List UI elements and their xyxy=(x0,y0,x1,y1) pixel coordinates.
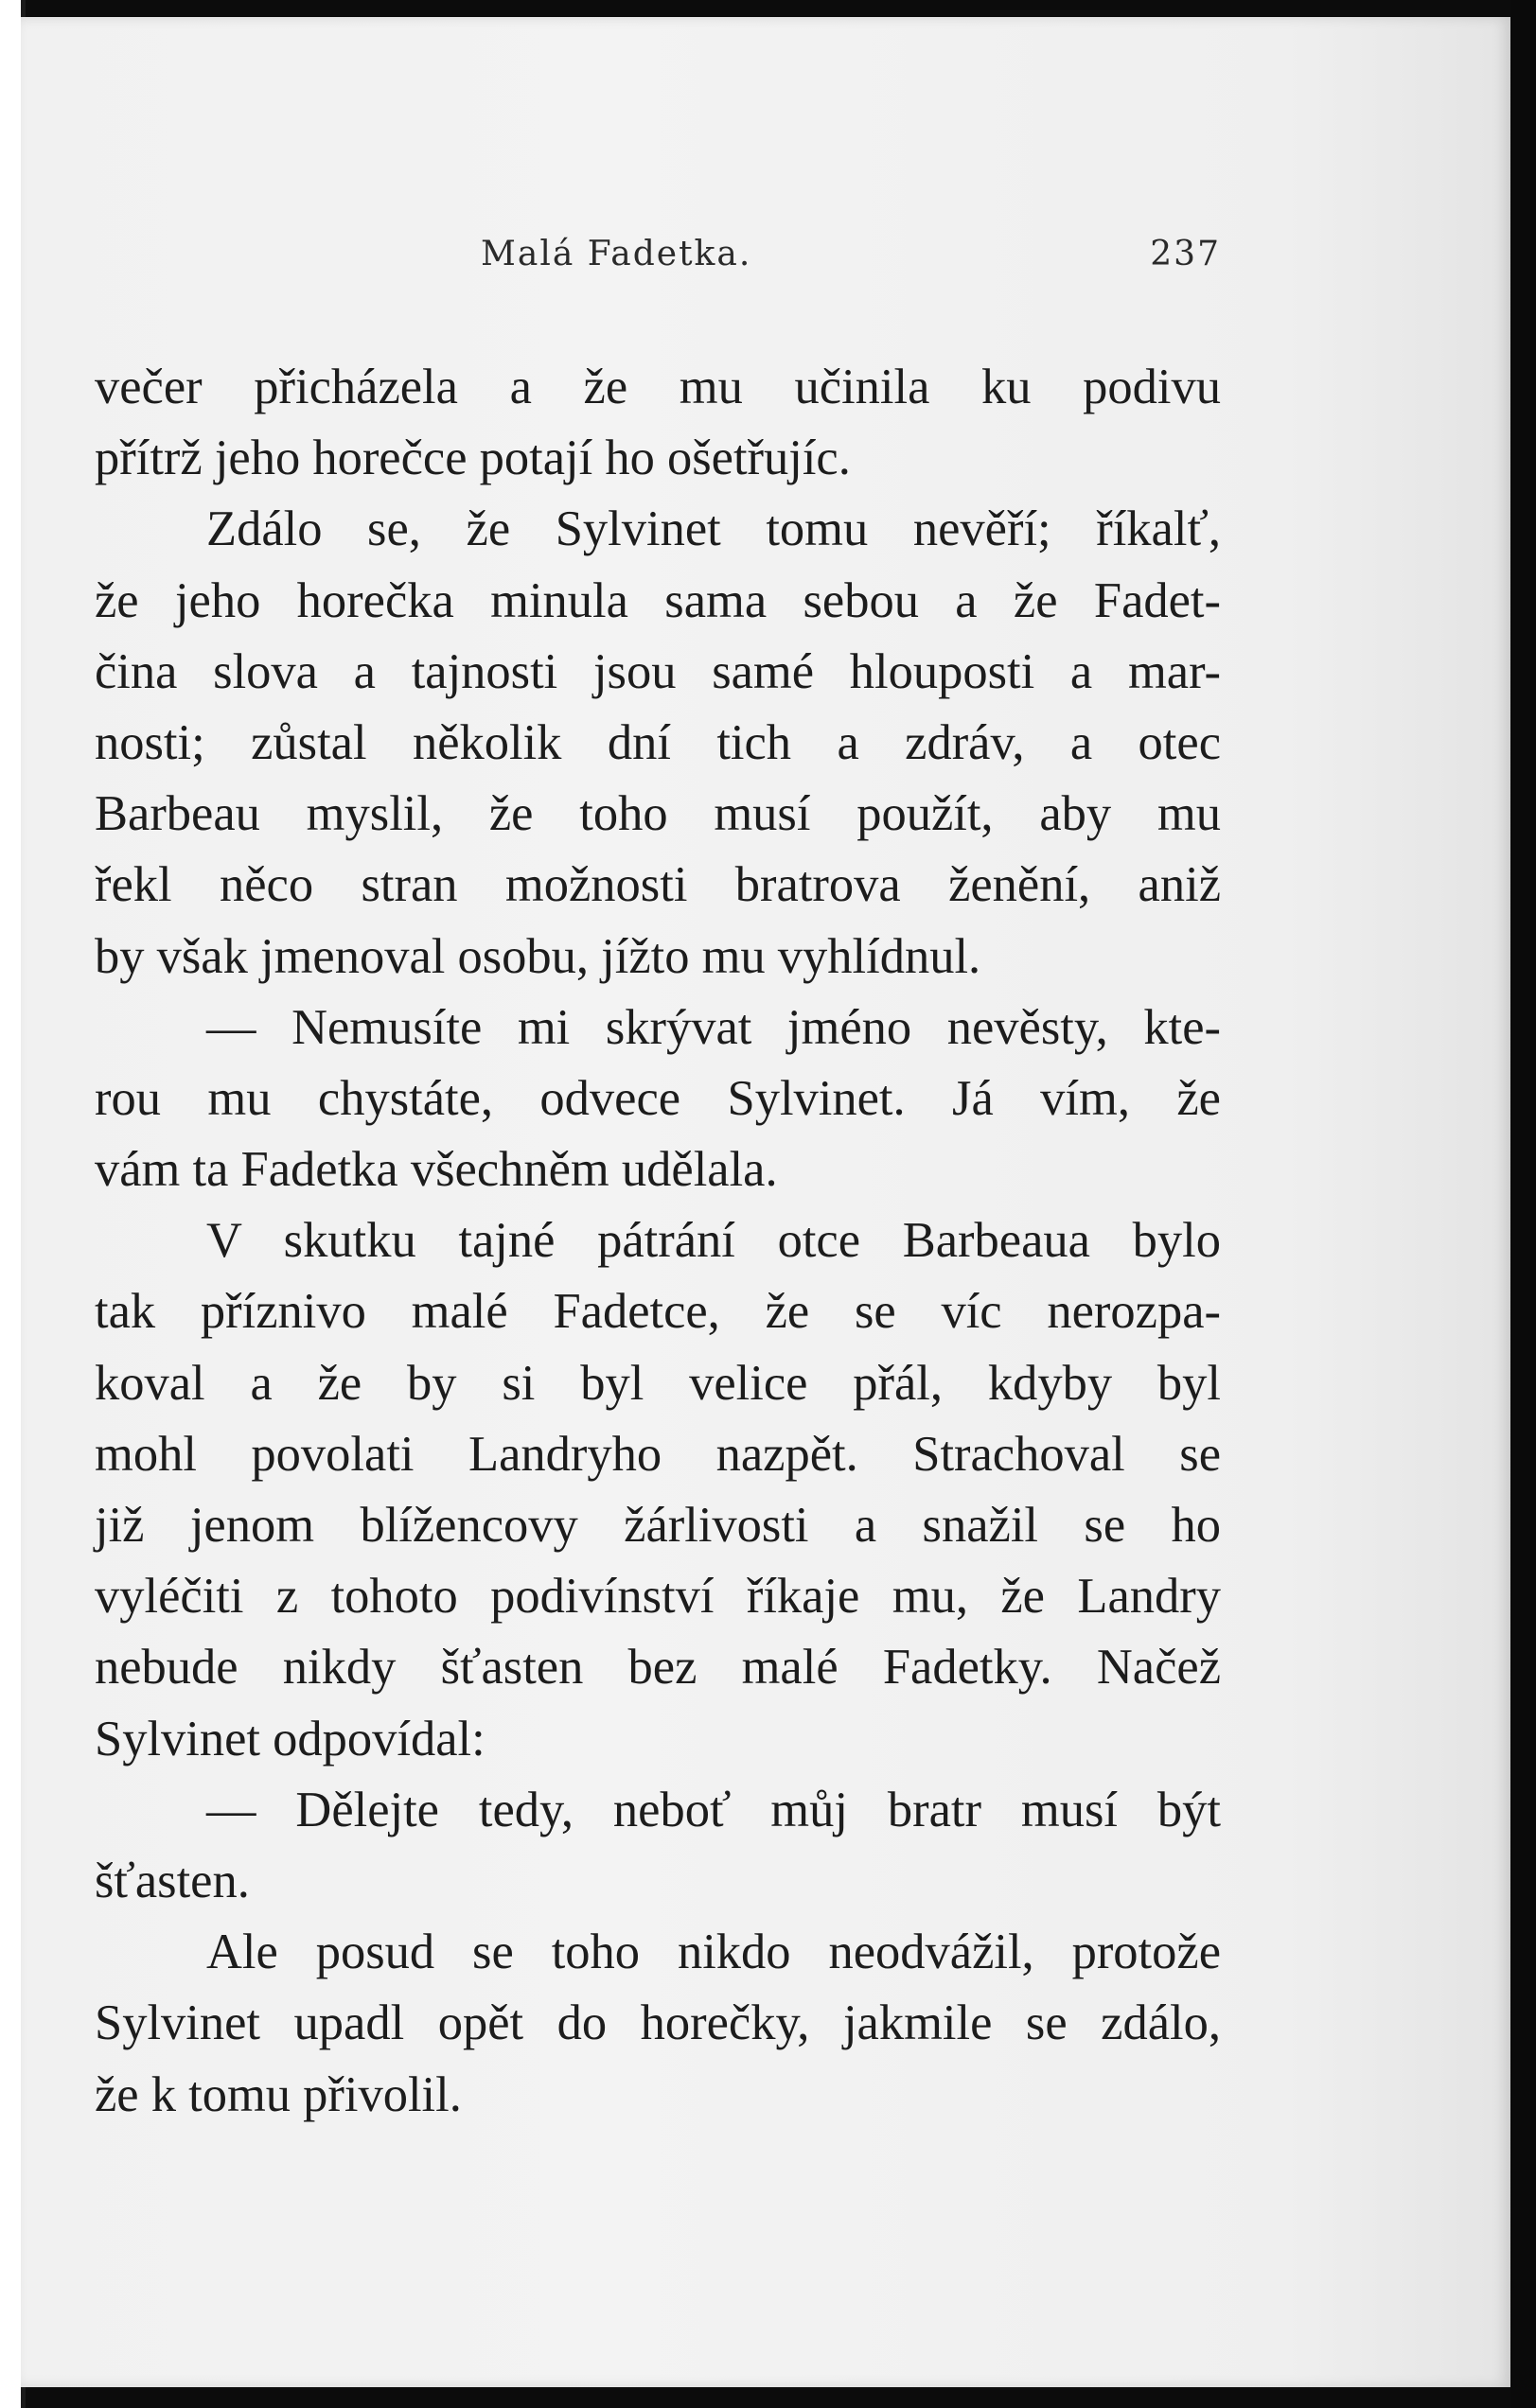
text-line: — Dělejte tedy, neboť můj bratr musí být xyxy=(206,1782,1221,1837)
text-line: V skutku tajné pátrání otce Barbeaua bylo xyxy=(206,1213,1221,1269)
text-line: Sylvinet upadl opět do horečky, jakmile se zdálo, xyxy=(95,1995,1221,2051)
text-line: Ale posud se toho nikdo neodvážil, protože xyxy=(206,1925,1221,1980)
text-line: Barbeau myslil, že toho musí použít, aby mu xyxy=(95,786,1221,842)
text-line: již jenom blížencovy žárlivosti a snažil se ho xyxy=(95,1498,1221,1553)
text-line: že jeho horečka minula sama sebou a že Fadet- xyxy=(95,572,1221,628)
text-line: večer přicházela a že mu učinila ku podivu xyxy=(95,360,1221,414)
text-line: že k tomu přivolil. xyxy=(95,2066,462,2122)
running-title: Malá Fadetka. xyxy=(481,235,752,273)
text-line: mohl povolati Landryho nazpět. Strachoval se xyxy=(95,1426,1221,1482)
text-line: nosti; zůstal několik dní tich a zdráv, a otec xyxy=(95,714,1221,770)
text-line: — Nemusíte mi skrývat jméno nevěsty, kte- xyxy=(206,999,1221,1055)
body-text xyxy=(95,352,1221,2131)
text-line: přítrž jeho horečce potají ho ošetřujíc. xyxy=(95,431,851,486)
text-line: vám ta Fadetka všechněm udělala. xyxy=(95,1142,778,1198)
text-line: Sylvinet odpovídal: xyxy=(95,1711,486,1766)
text-line: řekl něco stran možnosti bratrova ženění, aniž xyxy=(95,857,1221,913)
text-line: by však jmenoval osobu, jížto mu vyhlídnul. xyxy=(95,928,981,984)
text-line: koval a že by si byl velice přál, kdyby byl xyxy=(95,1355,1221,1411)
page-number: 237 xyxy=(1150,235,1221,273)
right-scan-border xyxy=(1510,0,1536,2408)
text-line: vyléčiti z tohoto podivínství říkaje mu, že Landry xyxy=(95,1569,1221,1625)
text-line: tak příznivo malé Fadetce, že se víc nerozpa- xyxy=(95,1284,1221,1340)
text-line: čina slova a tajnosti jsou samé hlouposti a mar- xyxy=(95,643,1221,699)
text-line: Zdálo se, že Sylvinet tomu nevěří; říkalť, xyxy=(206,501,1221,557)
text-line: nebude nikdy šťasten bez malé Fadetky. Načež xyxy=(95,1640,1221,1696)
text-line: šťasten. xyxy=(95,1853,250,1908)
running-header xyxy=(95,235,1221,288)
text-line: rou mu chystáte, odvece Sylvinet. Já vím, že xyxy=(95,1070,1221,1126)
